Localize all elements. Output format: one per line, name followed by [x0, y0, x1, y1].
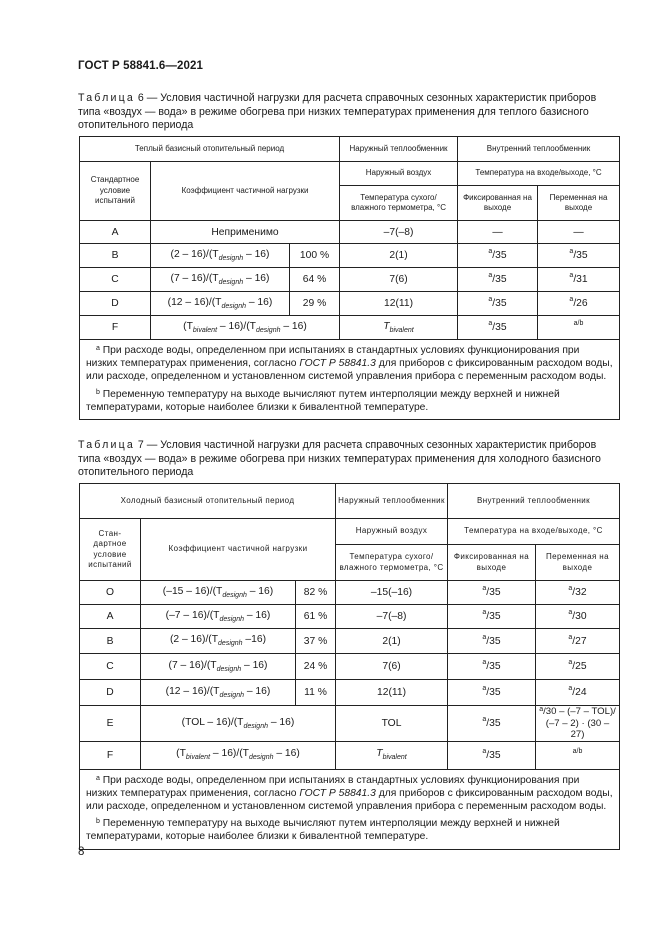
t6-air-f: $T_{bivalent}$	[340, 316, 458, 340]
t7-cond-o: O	[80, 581, 141, 605]
table-6-caption	[78, 92, 618, 133]
t6-formula-c: $(7 - 16)/(T_{designh} - 16)$	[151, 268, 290, 292]
t7-formula-a: $(-7 - 16)/(T_{designh} - 16)$	[141, 605, 296, 629]
t6-notes	[80, 340, 620, 420]
t7-cond-e: E	[80, 706, 141, 742]
t6-header-water-temp: Температура на входе/выходе, °С	[458, 162, 620, 186]
t6-air-d: 12(11)	[340, 292, 458, 316]
t7-formula-e: $(TOL - 16)/(T_{designh} - 16)$	[141, 706, 336, 742]
table-6	[79, 136, 620, 420]
t6-header-std-condition: Стандартное условие испытаний	[80, 162, 151, 221]
t7-cond-b: B	[80, 629, 141, 654]
t6-header-outdoor-air: Наружный воздух	[340, 162, 458, 186]
t6-header-drybulb: Температура сухого/ влажного термометра, °С	[340, 186, 458, 221]
t7-note-b: $^b$ Переменную температуру на выходе вычисляют путем интерполяции между верхней и нижней температурами, которые наиболее близки к бивалентной температуре.	[86, 818, 560, 843]
table-row	[80, 654, 620, 680]
t7-air-c: 7(6)	[336, 654, 448, 680]
t7-header-fixed: Фиксированная на выходе	[448, 545, 536, 581]
t6-air-a: –7(–8)	[340, 221, 458, 244]
table-row	[80, 629, 620, 654]
table-row	[80, 268, 620, 292]
t7-air-f: $T_{bivalent}$	[336, 741, 448, 769]
t6-formula-b: $(2 - 16)/(T_{designh} - 16)$	[151, 244, 290, 268]
t6-var-c: $^a$/31	[538, 268, 620, 292]
t7-fixed-c: $^a$/35	[448, 654, 536, 680]
t6-fixed-b: $^a$/35	[458, 244, 538, 268]
t6-note-a: $^a$ При расходе воды, определенном при испытаниях в стандартных условиях функционирования при низких температурах применения, согласно ГОСТ Р 58841.3 для приборов с фиксированным расходом воды, или расходе, определенном и установленном системой управления прибора с переменным расходом воды.	[86, 345, 613, 383]
t7-fixed-b: $^a$/35	[448, 629, 536, 654]
table-6-caption-text: 6 — Условия частичной нагрузки для расчета справочных сезонных характеристик приборов типа «воздух — вода» в режиме обогрева при низких температурах применения для теплого базисного отопительного периода	[78, 92, 597, 132]
t7-var-o: $^a$/32	[536, 581, 620, 605]
t7-pct-b: 37 %	[296, 629, 336, 654]
t7-header-drybulb: Температура сухого/ влажного термометра, °С	[336, 545, 448, 581]
t7-pct-a: 61 %	[296, 605, 336, 629]
t6-fixed-c: $^a$/35	[458, 268, 538, 292]
t7-formula-d: $(12 - 16)/(T_{designh} - 16)$	[141, 680, 296, 706]
t6-var-a: —	[538, 221, 620, 244]
page-number: 8	[78, 846, 85, 858]
table-row	[80, 706, 620, 742]
t7-air-b: 2(1)	[336, 629, 448, 654]
t7-cond-f: F	[80, 741, 141, 769]
t6-header-coef: Коэффициент частичной нагрузки	[151, 162, 340, 221]
t7-var-a: $^a$/30	[536, 605, 620, 629]
t7-fixed-d: $^a$/35	[448, 680, 536, 706]
t6-note-b: $^b$ Переменную температуру на выходе вычисляют путем интерполяции между верхней и нижней температурами, которые наиболее близки к бивалентной температуре.	[86, 388, 560, 413]
t7-var-e: $^a$/30 – (–7 – TOL)/ (–7 – 2) · (30 – 27)	[536, 706, 620, 742]
table-7	[79, 483, 620, 850]
t7-fixed-f: $^a$/35	[448, 741, 536, 769]
t6-header-fixed: Фиксированная на выходе	[458, 186, 538, 221]
table-row	[80, 244, 620, 268]
t7-air-d: 12(11)	[336, 680, 448, 706]
t6-air-b: 2(1)	[340, 244, 458, 268]
t6-cond-d: D	[80, 292, 151, 316]
t7-pct-o: 82 %	[296, 581, 336, 605]
t7-header-variable: Переменная на выходе	[536, 545, 620, 581]
t7-header-coef: Коэффициент частичной нагрузки	[141, 519, 336, 581]
t7-cond-d: D	[80, 680, 141, 706]
table-row	[80, 605, 620, 629]
t7-header-std-condition: Стан- дартное условие испытаний	[80, 519, 141, 581]
t6-cond-b: B	[80, 244, 151, 268]
t6-formula-d: $(12 - 16)/(T_{designh} - 16)$	[151, 292, 290, 316]
t7-var-d: $^a$/24	[536, 680, 620, 706]
t7-air-a: –7(–8)	[336, 605, 448, 629]
t6-pct-d: 29 %	[290, 292, 340, 316]
table-row	[80, 221, 620, 244]
t6-fixed-a: —	[458, 221, 538, 244]
t6-var-b: $^a$/35	[538, 244, 620, 268]
t7-header-water-temp: Температура на входе/выходе, °С	[448, 519, 620, 545]
t7-air-e: TOL	[336, 706, 448, 742]
t6-pct-b: 100 %	[290, 244, 340, 268]
t7-header-outdoor-hx: Наружный теплообменник	[336, 484, 448, 519]
t6-var-f: a/b	[538, 316, 620, 340]
table-row	[80, 741, 620, 769]
t7-notes	[80, 769, 620, 849]
t6-air-c: 7(6)	[340, 268, 458, 292]
t7-pct-c: 24 %	[296, 654, 336, 680]
t7-formula-b: $(2 - 16)/(T_{designh}$ –16)	[141, 629, 296, 654]
table-row	[80, 292, 620, 316]
table-row	[80, 581, 620, 605]
table-7-caption-text: 7 — Условия частичной нагрузки для расчета справочных сезонных характеристик приборов типа «воздух — вода» в режиме обогрева при низких температурах применения для холодного базисного отопительного периода	[78, 439, 601, 479]
t7-cond-c: C	[80, 654, 141, 680]
table-7-caption	[78, 439, 618, 480]
t6-fixed-d: $^a$/35	[458, 292, 538, 316]
t6-coef-a: Неприменимо	[151, 221, 340, 244]
t7-var-b: $^a$/27	[536, 629, 620, 654]
t6-cond-f: F	[80, 316, 151, 340]
t7-formula-f: $(T_{bivalent} - 16)/(T_{designh} - 16)$	[141, 741, 336, 769]
t7-pct-d: 11 %	[296, 680, 336, 706]
t7-var-f: a/b	[536, 741, 620, 769]
t6-header-period: Теплый базисный отопительный период	[80, 137, 340, 162]
t7-air-o: –15(–16)	[336, 581, 448, 605]
t7-fixed-a: $^a$/35	[448, 605, 536, 629]
table-row	[80, 680, 620, 706]
table-7-caption-label: Таблица	[78, 439, 135, 451]
t6-header-outdoor-hx: Наружный теплообменник	[340, 137, 458, 162]
t6-cond-a: A	[80, 221, 151, 244]
t7-header-outdoor-air: Наружный воздух	[336, 519, 448, 545]
t7-header-indoor-hx: Внутренний теплообменник	[448, 484, 620, 519]
t6-header-variable: Переменная на выходе	[538, 186, 620, 221]
t7-fixed-e: $^a$/35	[448, 706, 536, 742]
t6-pct-c: 64 %	[290, 268, 340, 292]
t7-fixed-o: $^a$/35	[448, 581, 536, 605]
table-row	[80, 316, 620, 340]
table-6-caption-label: Таблица	[78, 92, 135, 104]
t6-header-indoor-hx: Внутренний теплообменник	[458, 137, 620, 162]
t7-var-c: $^a$/25	[536, 654, 620, 680]
t6-cond-c: C	[80, 268, 151, 292]
t7-formula-c: $(7 - 16)/(T_{designh} - 16)$	[141, 654, 296, 680]
t7-note-a: $^a$ При расходе воды, определенном при испытаниях в стандартных условиях функционирования при низких температурах применения, согласно ГОСТ Р 58841.3 для приборов с фиксированным расходом воды, или расходе, определенном и установленном системой управления прибора с переменным расходом воды.	[86, 774, 613, 812]
t7-header-period: Холодный базисный отопительный период	[80, 484, 336, 519]
t6-formula-f: $(T_{bivalent} - 16)/(T_{designh} - 16)$	[151, 316, 340, 340]
t6-var-d: $^a$/26	[538, 292, 620, 316]
t7-cond-a: A	[80, 605, 141, 629]
t7-formula-o: $(-15 - 16)/(T_{designh} - 16)$	[141, 581, 296, 605]
document-header: ГОСТ Р 58841.6—2021	[78, 60, 203, 72]
t6-fixed-f: $^a$/35	[458, 316, 538, 340]
